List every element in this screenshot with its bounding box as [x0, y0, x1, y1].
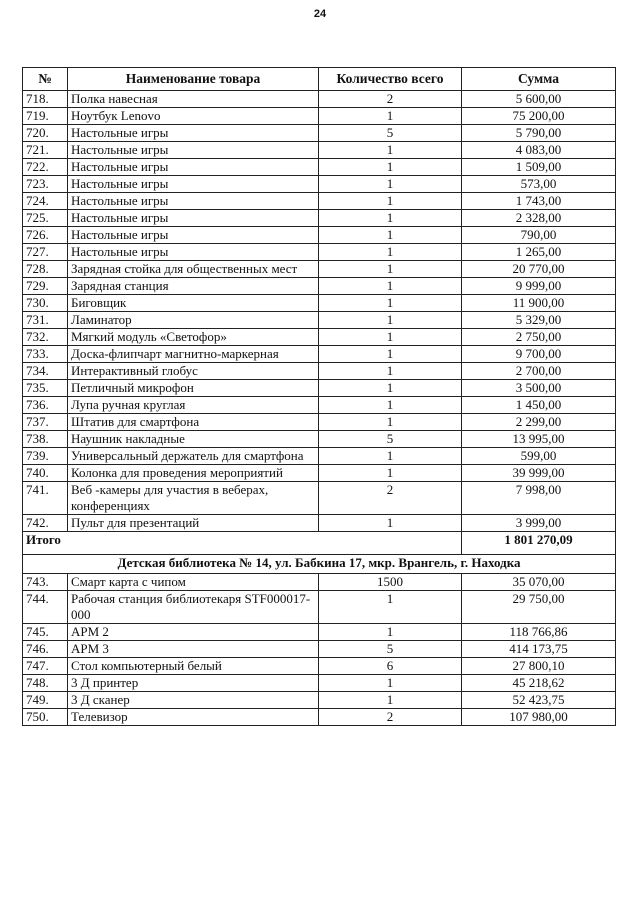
- total-row: [23, 532, 616, 555]
- row-quantity: 1: [319, 448, 462, 465]
- row-number: 744.: [23, 591, 68, 624]
- row-quantity: 1: [319, 142, 462, 159]
- row-quantity: 1: [319, 515, 462, 532]
- row-sum: 45 218,62: [462, 675, 616, 692]
- row-number: 733.: [23, 346, 68, 363]
- table-row: [23, 278, 616, 295]
- row-number: 750.: [23, 709, 68, 726]
- row-name: АРМ 2: [68, 624, 319, 641]
- row-sum: 27 800,10: [462, 658, 616, 675]
- table-row: [23, 465, 616, 482]
- table-row: [23, 261, 616, 278]
- row-quantity: 1: [319, 363, 462, 380]
- row-sum: 2 750,00: [462, 329, 616, 346]
- row-quantity: 1: [319, 261, 462, 278]
- row-name: Интерактивный глобус: [68, 363, 319, 380]
- row-name: Колонка для проведения мероприятий: [68, 465, 319, 482]
- table-row: [23, 176, 616, 193]
- row-number: 720.: [23, 125, 68, 142]
- header-name: Наименование товара: [68, 68, 319, 91]
- table-row: [23, 346, 616, 363]
- row-name: Телевизор: [68, 709, 319, 726]
- row-sum: 5 329,00: [462, 312, 616, 329]
- row-number: 723.: [23, 176, 68, 193]
- row-number: 746.: [23, 641, 68, 658]
- row-quantity: 2: [319, 709, 462, 726]
- table-row: [23, 363, 616, 380]
- row-number: 721.: [23, 142, 68, 159]
- table-row: [23, 624, 616, 641]
- row-quantity: 1: [319, 193, 462, 210]
- row-name: Настольные игры: [68, 193, 319, 210]
- row-name: Зарядная стойка для общественных мест: [68, 261, 319, 278]
- row-sum: 118 766,86: [462, 624, 616, 641]
- row-number: 732.: [23, 329, 68, 346]
- row-number: 735.: [23, 380, 68, 397]
- row-name: Настольные игры: [68, 210, 319, 227]
- row-number: 727.: [23, 244, 68, 261]
- row-quantity: 5: [319, 641, 462, 658]
- row-number: 728.: [23, 261, 68, 278]
- row-quantity: 2: [319, 91, 462, 108]
- row-name: Стол компьютерный белый: [68, 658, 319, 675]
- row-name: Наушник накладные: [68, 431, 319, 448]
- row-quantity: 1: [319, 346, 462, 363]
- row-number: 749.: [23, 692, 68, 709]
- row-sum: 9 700,00: [462, 346, 616, 363]
- row-number: 745.: [23, 624, 68, 641]
- row-sum: 1 509,00: [462, 159, 616, 176]
- row-sum: 39 999,00: [462, 465, 616, 482]
- row-sum: 5 790,00: [462, 125, 616, 142]
- row-quantity: 1: [319, 295, 462, 312]
- row-name: Штатив для смартфона: [68, 414, 319, 431]
- table-row: [23, 210, 616, 227]
- row-quantity: 1: [319, 312, 462, 329]
- row-sum: 75 200,00: [462, 108, 616, 125]
- row-name: Веб -камеры для участия в веберах, конференциях: [68, 482, 319, 515]
- row-name: Рабочая станция библиотекаря STF000017-000: [68, 591, 319, 624]
- row-sum: 2 299,00: [462, 414, 616, 431]
- table-row: [23, 431, 616, 448]
- row-name: Петличный микрофон: [68, 380, 319, 397]
- row-sum: 13 995,00: [462, 431, 616, 448]
- row-name: Настольные игры: [68, 227, 319, 244]
- row-quantity: 1: [319, 108, 462, 125]
- row-name: Настольные игры: [68, 159, 319, 176]
- row-number: 731.: [23, 312, 68, 329]
- row-sum: 599,00: [462, 448, 616, 465]
- table-row: [23, 244, 616, 261]
- row-quantity: 1: [319, 692, 462, 709]
- row-sum: 414 173,75: [462, 641, 616, 658]
- row-number: 740.: [23, 465, 68, 482]
- header-sum: Сумма: [462, 68, 616, 91]
- row-name: Биговщик: [68, 295, 319, 312]
- table-row: [23, 193, 616, 210]
- table-row: [23, 227, 616, 244]
- row-sum: 3 500,00: [462, 380, 616, 397]
- row-sum: 35 070,00: [462, 574, 616, 591]
- table-row: [23, 312, 616, 329]
- row-name: Лупа ручная круглая: [68, 397, 319, 414]
- header-num: №: [23, 68, 68, 91]
- row-sum: 107 980,00: [462, 709, 616, 726]
- row-number: 747.: [23, 658, 68, 675]
- row-name: Смарт карта с чипом: [68, 574, 319, 591]
- row-quantity: 1: [319, 675, 462, 692]
- row-quantity: 6: [319, 658, 462, 675]
- table-row: [23, 515, 616, 532]
- row-name: Доска-флипчарт магнитно-маркерная: [68, 346, 319, 363]
- row-sum: 2 328,00: [462, 210, 616, 227]
- row-quantity: 1: [319, 414, 462, 431]
- row-number: 730.: [23, 295, 68, 312]
- table-row: [23, 397, 616, 414]
- row-quantity: 1: [319, 380, 462, 397]
- row-quantity: 1: [319, 159, 462, 176]
- row-quantity: 1: [319, 591, 462, 624]
- row-name: Универсальный держатель для смартфона: [68, 448, 319, 465]
- row-number: 739.: [23, 448, 68, 465]
- table-row: [23, 125, 616, 142]
- section-row: [23, 555, 616, 574]
- table-row: [23, 482, 616, 515]
- table-row: [23, 295, 616, 312]
- row-sum: 7 998,00: [462, 482, 616, 515]
- row-sum: 20 770,00: [462, 261, 616, 278]
- row-name: Ламинатор: [68, 312, 319, 329]
- table-row: [23, 641, 616, 658]
- row-sum: 4 083,00: [462, 142, 616, 159]
- row-name: Настольные игры: [68, 176, 319, 193]
- row-sum: 2 700,00: [462, 363, 616, 380]
- page-number: 24: [313, 8, 327, 20]
- row-sum: 52 423,75: [462, 692, 616, 709]
- row-quantity: 1: [319, 397, 462, 414]
- table-row: [23, 91, 616, 108]
- row-quantity: 2: [319, 482, 462, 515]
- row-name: Настольные игры: [68, 142, 319, 159]
- row-sum: 1 743,00: [462, 193, 616, 210]
- inventory-table: [22, 67, 616, 726]
- row-number: 741.: [23, 482, 68, 515]
- row-quantity: 1: [319, 176, 462, 193]
- table-row: [23, 142, 616, 159]
- row-quantity: 1: [319, 227, 462, 244]
- row-number: 725.: [23, 210, 68, 227]
- row-number: 737.: [23, 414, 68, 431]
- row-name: 3 Д сканер: [68, 692, 319, 709]
- table-row: [23, 448, 616, 465]
- row-number: 726.: [23, 227, 68, 244]
- row-number: 729.: [23, 278, 68, 295]
- row-quantity: 1: [319, 624, 462, 641]
- row-number: 742.: [23, 515, 68, 532]
- table-body-part1: [23, 91, 616, 532]
- row-number: 743.: [23, 574, 68, 591]
- row-number: 724.: [23, 193, 68, 210]
- table-header-row: [23, 68, 616, 91]
- row-quantity: 1500: [319, 574, 462, 591]
- row-sum: 790,00: [462, 227, 616, 244]
- table-row: [23, 692, 616, 709]
- row-quantity: 1: [319, 278, 462, 295]
- row-number: 718.: [23, 91, 68, 108]
- table-row: [23, 159, 616, 176]
- row-number: 738.: [23, 431, 68, 448]
- table-row: [23, 658, 616, 675]
- header-qty: Количество всего: [319, 68, 462, 91]
- row-name: Зарядная станция: [68, 278, 319, 295]
- row-name: Настольные игры: [68, 244, 319, 261]
- row-name: Мягкий модуль «Светофор»: [68, 329, 319, 346]
- table-row: [23, 414, 616, 431]
- row-name: Пульт для презентаций: [68, 515, 319, 532]
- row-quantity: 1: [319, 244, 462, 261]
- table-row: [23, 574, 616, 591]
- row-quantity: 5: [319, 431, 462, 448]
- total-sum: 1 801 270,09: [462, 532, 616, 555]
- table-row: [23, 108, 616, 125]
- table-row: [23, 380, 616, 397]
- row-number: 734.: [23, 363, 68, 380]
- table-row: [23, 675, 616, 692]
- row-sum: 1 450,00: [462, 397, 616, 414]
- row-quantity: 1: [319, 210, 462, 227]
- row-quantity: 1: [319, 465, 462, 482]
- row-number: 719.: [23, 108, 68, 125]
- table-row: [23, 709, 616, 726]
- row-name: Полка навесная: [68, 91, 319, 108]
- row-sum: 3 999,00: [462, 515, 616, 532]
- row-number: 722.: [23, 159, 68, 176]
- total-label: Итого: [23, 532, 462, 555]
- row-number: 736.: [23, 397, 68, 414]
- row-sum: 1 265,00: [462, 244, 616, 261]
- row-name: 3 Д принтер: [68, 675, 319, 692]
- row-quantity: 5: [319, 125, 462, 142]
- section-title: Детская библиотека № 14, ул. Бабкина 17, мкр. Врангель, г. Находка: [23, 555, 616, 574]
- table-body-part2: [23, 574, 616, 726]
- row-sum: 29 750,00: [462, 591, 616, 624]
- table-row: [23, 329, 616, 346]
- row-sum: 573,00: [462, 176, 616, 193]
- table-row: [23, 591, 616, 624]
- row-sum: 11 900,00: [462, 295, 616, 312]
- row-sum: 5 600,00: [462, 91, 616, 108]
- row-quantity: 1: [319, 329, 462, 346]
- row-name: Ноутбук Lenovo: [68, 108, 319, 125]
- row-name: Настольные игры: [68, 125, 319, 142]
- row-name: АРМ 3: [68, 641, 319, 658]
- row-sum: 9 999,00: [462, 278, 616, 295]
- row-number: 748.: [23, 675, 68, 692]
